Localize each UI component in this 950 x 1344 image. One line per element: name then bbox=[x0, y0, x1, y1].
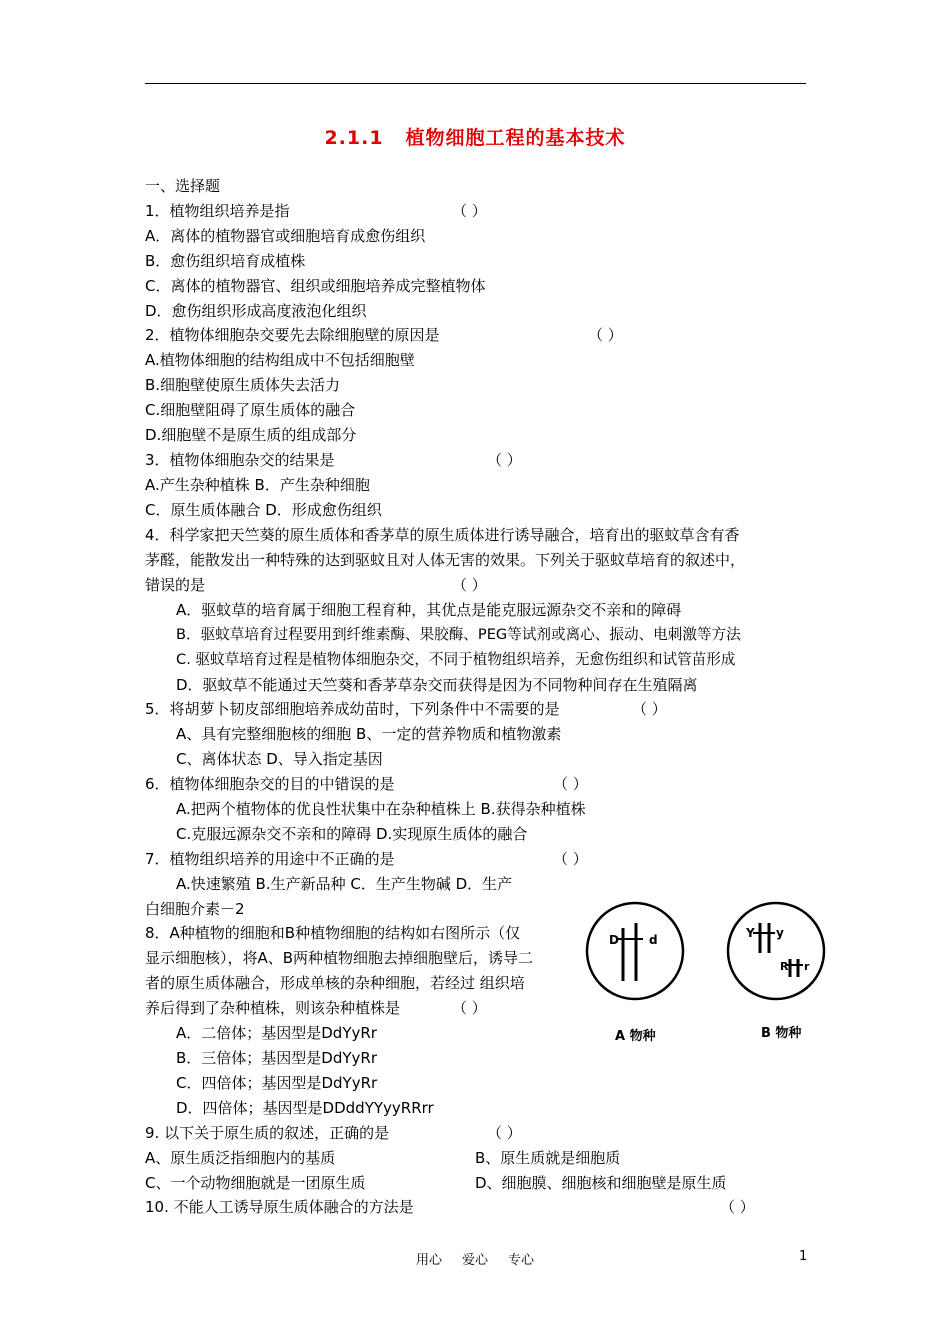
allele-label-R: R bbox=[780, 960, 789, 973]
q5-stem: 5．将胡萝卜韧皮部细胞培养成幼苗时，下列条件中不需要的是 bbox=[145, 700, 560, 718]
q8-option-b: B．三倍体；基因型是DdYyRr bbox=[176, 1049, 377, 1067]
q1-stem: 1．植物组织培养是指 bbox=[145, 202, 290, 220]
q4-option-d: D．驱蚊草不能通过天竺葵和香茅草杂交而获得是因为不同物种间存在生殖隔离 bbox=[176, 676, 698, 694]
allele-label-D: D bbox=[609, 933, 619, 947]
q4-answer-blank: （ ） bbox=[452, 576, 487, 594]
page-title: 2.1.1 植物细胞工程的基本技术 bbox=[324, 127, 626, 149]
q2-option-d: D.细胞壁不是原生质的组成部分 bbox=[145, 426, 357, 444]
q8-option-d: D．四倍体；基因型是DDddYYyyRRrr bbox=[176, 1099, 434, 1117]
q1-option-b: B．愈伤组织培育成植株 bbox=[145, 252, 306, 270]
q9-stem: 9. 以下关于原生质的叙述，正确的是 bbox=[145, 1124, 390, 1142]
q1-answer-blank: （ ） bbox=[452, 202, 487, 220]
allele-label-r: r bbox=[804, 960, 810, 973]
q8-answer-blank: （ ） bbox=[452, 999, 487, 1017]
q3-stem: 3．植物体细胞杂交的结果是 bbox=[145, 451, 335, 469]
q10-stem: 10. 不能人工诱导原生质体融合的方法是 bbox=[145, 1198, 414, 1216]
q10-answer-blank: （ ） bbox=[720, 1198, 755, 1216]
q4-option-a: A．驱蚊草的培育属于细胞工程育种，其优点是能克服远源杂交不亲和的障碍 bbox=[176, 601, 682, 619]
q2-option-c: C.细胞壁阻碍了原生质体的融合 bbox=[145, 401, 356, 419]
q8-stem-line4: 养后得到了杂种植株，则该杂种植株是 bbox=[145, 999, 401, 1017]
q1-option-a: A．离体的植物器官或细胞培育成愈伤组织 bbox=[145, 227, 426, 245]
q2-option-b: B.细胞壁使原生质体失去活力 bbox=[145, 376, 341, 394]
species-a-nucleus bbox=[587, 903, 683, 1044]
q8-option-a: A．二倍体；基因型是DdYyRr bbox=[176, 1024, 377, 1042]
q5-options-ab: A、具有完整细胞核的细胞 B、一定的营养物质和植物激素 bbox=[176, 725, 562, 743]
q7-options-continued: 白细胞介素－2 bbox=[145, 900, 245, 918]
header-rule bbox=[145, 83, 806, 84]
q9-answer-blank: （ ） bbox=[487, 1124, 522, 1142]
q4-stem-line1: 4．科学家把天竺葵的原生质体和香茅草的原生质体进行诱导融合，培育出的驱蚊草含有香 bbox=[145, 526, 740, 544]
q8-nucleus-figure bbox=[583, 893, 843, 1053]
q7-options: A.快速繁殖 B.生产新品种 C．生产生物碱 D．生产 bbox=[176, 875, 513, 893]
section-heading: 一、选择题 bbox=[145, 177, 221, 195]
q4-option-b: B．驱蚊草培育过程要用到纤维素酶、果胶酶、PEG等试剂或离心、振动、电刺激等方法 bbox=[176, 626, 741, 643]
page-number: 1 bbox=[799, 1249, 808, 1264]
q4-stem-line3: 错误的是 bbox=[145, 576, 206, 594]
q1-option-d: D．愈伤组织形成高度液泡化组织 bbox=[145, 302, 367, 320]
q3-answer-blank: （ ） bbox=[487, 451, 522, 469]
q7-stem: 7．植物组织培养的用途中不正确的是 bbox=[145, 850, 395, 868]
q8-stem-line3: 者的原生质体融合，形成单核的杂种细胞，若经过 组织培 bbox=[145, 974, 525, 992]
species-b-nucleus bbox=[728, 903, 824, 1041]
q3-options-ab: A.产生杂种植株 B．产生杂种细胞 bbox=[145, 476, 370, 494]
q6-options-cd: C.克服远源杂交不亲和的障碍 D.实现原生质体的融合 bbox=[176, 825, 528, 843]
q5-answer-blank: （ ） bbox=[632, 700, 667, 718]
page-footer: 用心 爱心 专心 bbox=[415, 1253, 535, 1268]
allele-label-Y: Y bbox=[746, 926, 755, 940]
q2-stem: 2．植物体细胞杂交要先去除细胞壁的原因是 bbox=[145, 326, 440, 344]
q8-stem-line1: 8．A种植物的细胞和B种植物细胞的结构如右图所示（仅 bbox=[145, 924, 521, 942]
q6-options-ab: A.把两个植物体的优良性状集中在杂种植株上 B.获得杂种植株 bbox=[176, 800, 586, 818]
q9-option-c: C、一个动物细胞就是一团原生质 bbox=[145, 1174, 366, 1192]
q6-stem: 6．植物体细胞杂交的目的中错误的是 bbox=[145, 775, 395, 793]
q1-option-c: C．离体的植物器官、组织或细胞培养成完整植物体 bbox=[145, 277, 486, 295]
species-b-caption: B 物种 bbox=[761, 1026, 802, 1041]
q2-option-a: A.植物体细胞的结构组成中不包括细胞壁 bbox=[145, 351, 415, 369]
q4-option-c: C. 驱蚊草培育过程是植物体细胞杂交，不同于植物组织培养，无愈伤组织和试管苗形成 bbox=[176, 651, 736, 668]
q5-options-cd: C、离体状态 D、导入指定基因 bbox=[176, 750, 383, 768]
q9-option-d: D、细胞膜、细胞核和细胞壁是原生质 bbox=[475, 1174, 727, 1192]
q3-options-cd: C．原生质体融合 D．形成愈伤组织 bbox=[145, 501, 382, 519]
species-a-caption: A 物种 bbox=[615, 1029, 656, 1044]
allele-label-d: d bbox=[649, 933, 658, 947]
q7-answer-blank: （ ） bbox=[553, 850, 588, 868]
q8-stem-line2: 显示细胞核），将A、B两种植物细胞去掉细胞壁后，诱导二 bbox=[145, 949, 534, 967]
q9-option-b: B、原生质就是细胞质 bbox=[475, 1149, 621, 1167]
q2-answer-blank: （ ） bbox=[588, 326, 623, 344]
allele-label-y: y bbox=[776, 926, 784, 940]
q8-option-c: C．四倍体；基因型是DdYyRr bbox=[176, 1074, 378, 1092]
q4-stem-line2: 茅醛，能散发出一种特殊的达到驱蚊且对人体无害的效果。下列关于驱蚊草培育的叙述中， bbox=[145, 551, 746, 569]
q6-answer-blank: （ ） bbox=[553, 775, 588, 793]
q9-option-a: A、原生质泛指细胞内的基质 bbox=[145, 1149, 336, 1167]
